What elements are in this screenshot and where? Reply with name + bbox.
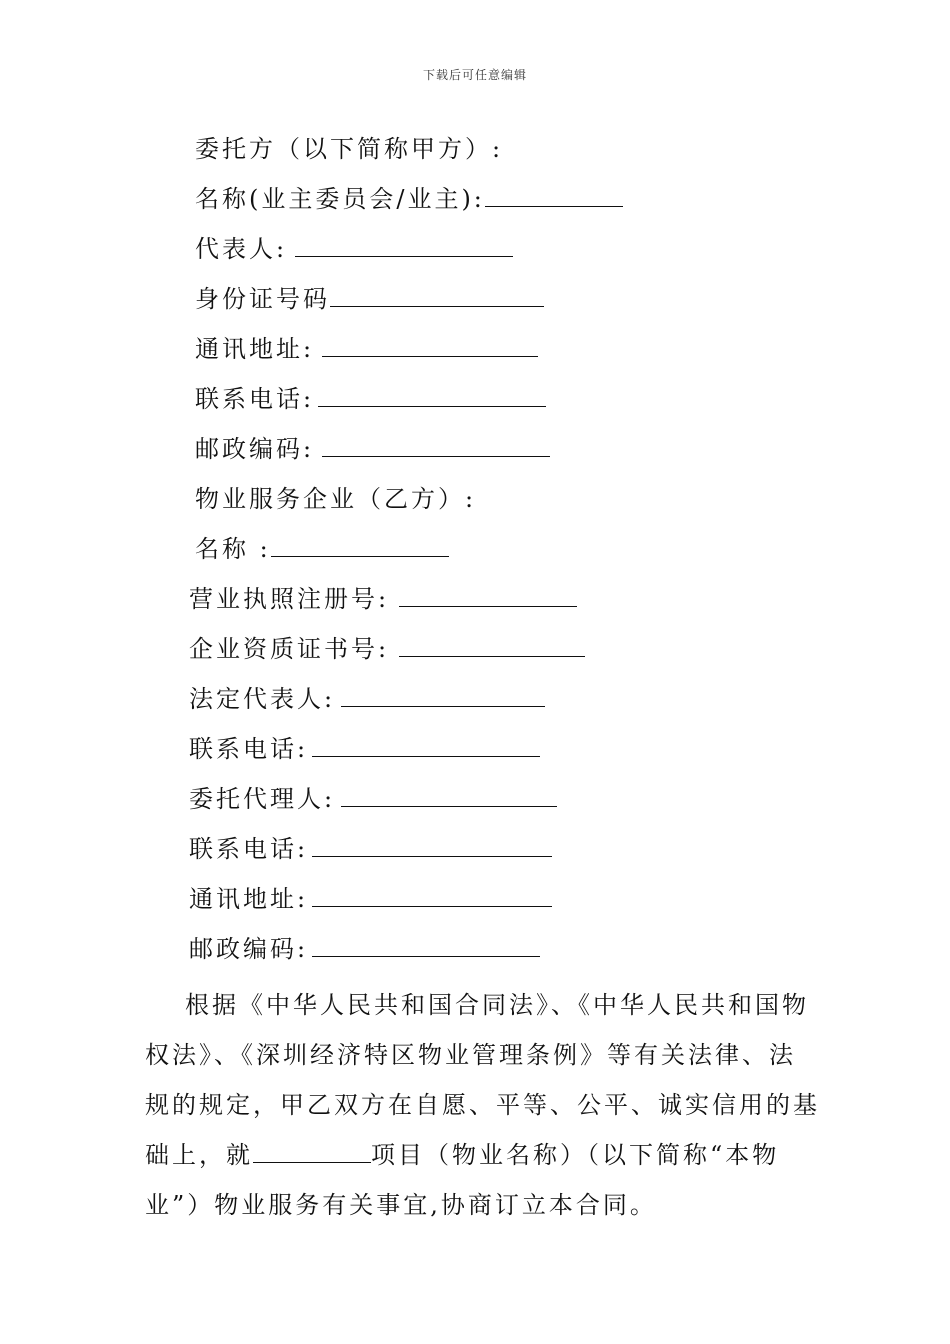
party-b-qualification-blank[interactable] (399, 634, 585, 657)
party-b-title: 物业服务企业（乙方）: (195, 485, 477, 513)
paragraph-line-end: 项目（物业名称）（以下简称“本物 (371, 1141, 780, 1169)
party-b-postal-field (189, 934, 540, 964)
party-b-agent-phone-field (189, 834, 552, 864)
party-b-agent-blank[interactable] (341, 784, 557, 807)
party-a-postal-label: 邮政编码: (195, 435, 315, 463)
party-b-phone-label: 联系电话: (189, 735, 309, 763)
party-a-address-label: 通讯地址: (195, 335, 315, 363)
party-a-name-field (195, 184, 623, 214)
paragraph-line (145, 1130, 810, 1180)
party-a-id-label: 身份证号码 (195, 285, 330, 313)
page-header-note: 下载后可任意编辑 (422, 68, 527, 82)
party-b-license-blank[interactable] (399, 584, 577, 607)
party-b-qualification-field (189, 634, 585, 664)
paragraph-line-start: 础上，就 (145, 1141, 253, 1169)
party-b-license-label: 营业执照注册号: (189, 585, 390, 613)
party-b-legal-rep-blank[interactable] (341, 684, 545, 707)
party-a-postal-field (195, 434, 550, 464)
party-a-postal-blank[interactable] (322, 434, 550, 457)
party-a-id-blank[interactable] (330, 284, 544, 307)
party-b-name-blank[interactable] (271, 534, 449, 557)
party-a-phone-field (195, 384, 546, 414)
paragraph-line: 规的规定，甲乙双方在自愿、平等、公平、诚实信用的基 (145, 1091, 820, 1119)
party-b-phone-field (189, 734, 540, 764)
party-b-name-label: 名称 : (195, 535, 271, 563)
party-b-agent-field (189, 784, 557, 814)
paragraph-line: 根据《中华人民共和国合同法》、《中华人民共和国物 (185, 991, 809, 1019)
party-a-address-blank[interactable] (322, 334, 538, 357)
party-b-address-field (189, 884, 552, 914)
party-a-representative-label: 代表人: (195, 235, 288, 263)
project-name-blank[interactable] (253, 1140, 371, 1163)
party-b-qualification-label: 企业资质证书号: (189, 635, 390, 663)
party-b-agent-phone-label: 联系电话: (189, 835, 309, 863)
party-b-agent-phone-blank[interactable] (312, 834, 552, 857)
party-b-legal-rep-label: 法定代表人: (189, 685, 336, 713)
party-a-name-label: 名称(业主委员会/业主): (195, 185, 485, 213)
party-a-phone-label: 联系电话: (195, 385, 315, 413)
party-b-license-field (189, 584, 577, 614)
party-a-address-field (195, 334, 538, 364)
party-a-representative-field (195, 234, 513, 264)
party-b-postal-blank[interactable] (312, 934, 540, 957)
paragraph-line: 权法》、《深圳经济特区物业管理条例》等有关法律、法 (145, 1041, 796, 1069)
paragraph-line: 业”）物业服务有关事宜,协商订立本合同。 (145, 1191, 657, 1219)
party-b-agent-label: 委托代理人: (189, 785, 336, 813)
party-b-legal-rep-field (189, 684, 545, 714)
party-b-postal-label: 邮政编码: (189, 935, 309, 963)
party-a-representative-blank[interactable] (295, 234, 513, 257)
party-a-name-blank[interactable] (485, 184, 623, 207)
party-b-phone-blank[interactable] (312, 734, 540, 757)
party-b-name-field (195, 534, 449, 564)
party-b-address-blank[interactable] (312, 884, 552, 907)
party-a-phone-blank[interactable] (318, 384, 546, 407)
party-b-address-label: 通讯地址: (189, 885, 309, 913)
contract-preamble-paragraph (145, 980, 820, 1230)
party-a-title: 委托方（以下简称甲方）: (195, 135, 504, 163)
party-a-id-field (195, 284, 544, 314)
